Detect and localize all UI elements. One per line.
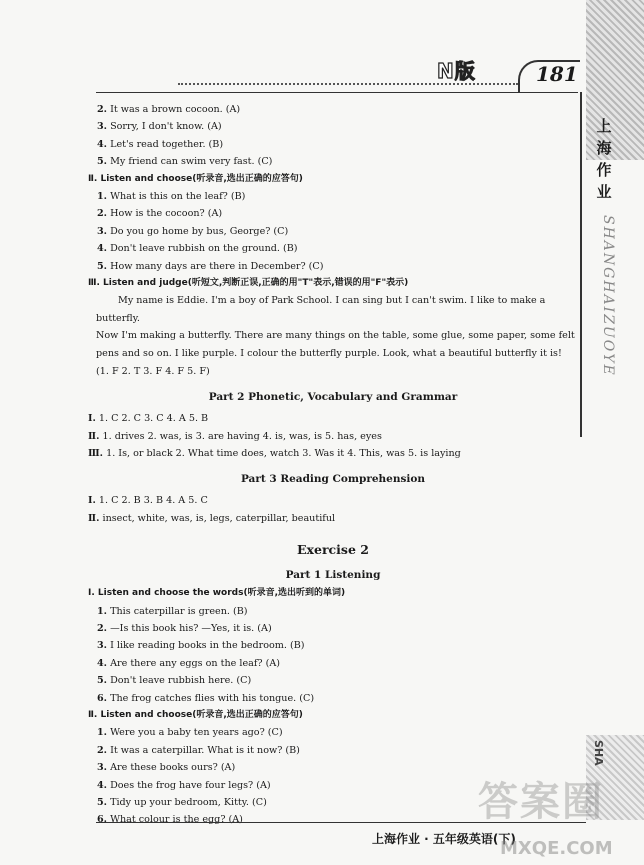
watermark-site: MXQE.COM bbox=[500, 838, 613, 859]
item-number: 5. bbox=[97, 156, 108, 168]
item-text: Don't leave rubbish here. (C) bbox=[110, 675, 252, 687]
section-heading: Ⅱ. Listen and choose(听录音,选出正确的应答句) bbox=[88, 173, 303, 184]
answer-text: 1. drives 2. was, is 3. are having 4. is, was, is 5. has, eyes bbox=[102, 430, 382, 442]
side-title-en: SHANGHAIZUOYE bbox=[600, 215, 616, 377]
answer-line bbox=[88, 492, 578, 509]
section-heading: Ⅱ. Listen and choose(听录音,选出正确的应答句) bbox=[88, 709, 303, 720]
edition-badge: N版 bbox=[437, 59, 476, 83]
page-number: 181 bbox=[536, 62, 578, 86]
answer-text: insect, white, was, is, legs, caterpillar, beautiful bbox=[102, 512, 336, 524]
answer-line bbox=[88, 655, 578, 672]
part2-answers bbox=[88, 410, 578, 462]
section2-answers bbox=[88, 188, 578, 275]
side-title-char: 业 bbox=[596, 183, 612, 201]
answer-line bbox=[88, 153, 578, 170]
section-numeral: Ⅱ. bbox=[88, 512, 100, 524]
part-title: Part 1 Listening bbox=[285, 569, 381, 582]
section-numeral: Ⅰ. bbox=[88, 495, 96, 507]
answer-line bbox=[88, 188, 578, 205]
answer-line bbox=[88, 428, 578, 445]
passage-line: My name is Eddie. I'm a boy of Park School. I can sing but I can't swim. I like to make a butterfly. bbox=[96, 295, 546, 324]
item-number: 4. bbox=[97, 657, 108, 669]
watermark: 答案圈 bbox=[478, 779, 604, 825]
part-title: Part 2 Phonetic, Vocabulary and Grammar bbox=[208, 391, 458, 404]
item-number: 2. bbox=[97, 208, 108, 220]
answer-line bbox=[88, 410, 578, 427]
header-rule bbox=[96, 92, 578, 93]
answer-line bbox=[88, 101, 578, 118]
section-numeral: Ⅲ. bbox=[88, 448, 104, 460]
item-text: Does the frog have four legs? (A) bbox=[110, 779, 271, 791]
item-number: 5. bbox=[97, 260, 108, 272]
item-text: Tidy up your bedroom, Kitty. (C) bbox=[110, 796, 267, 808]
exercise-section1-answers bbox=[88, 603, 578, 707]
footer-rule bbox=[96, 822, 586, 823]
item-number: 5. bbox=[97, 796, 108, 808]
answer-line bbox=[88, 724, 578, 741]
answer-text: 1. Is, or black 2. What time does, watch 3. Was it 4. This, was 5. is laying bbox=[106, 448, 461, 460]
item-number: 3. bbox=[97, 762, 108, 774]
item-number: 5. bbox=[97, 675, 108, 687]
item-number: 3. bbox=[97, 121, 108, 133]
item-number: 2. bbox=[97, 744, 108, 756]
section1-answers bbox=[88, 101, 578, 171]
side-title-cn bbox=[594, 115, 614, 203]
item-text: Don't leave rubbish on the ground. (B) bbox=[110, 243, 298, 255]
item-number: 4. bbox=[97, 138, 108, 150]
item-text: How many days are there in December? (C) bbox=[110, 260, 324, 272]
item-number: 1. bbox=[97, 727, 108, 739]
item-text: It was a brown cocoon. (A) bbox=[110, 104, 241, 115]
answer-line bbox=[88, 672, 578, 689]
answer-line bbox=[88, 223, 578, 240]
section-heading: Ⅲ. Listen and judge(听短文,判断正误,正确的用"T"表示,错误的用"F"表示) bbox=[88, 277, 409, 288]
item-number: 1. bbox=[97, 605, 108, 617]
answer-line bbox=[88, 620, 578, 637]
item-number: 2. bbox=[97, 104, 108, 115]
side-title-char: 作 bbox=[596, 161, 612, 179]
side-rule bbox=[580, 92, 582, 437]
exercise-title: Exercise 2 bbox=[297, 542, 369, 558]
item-text: How is the cocoon? (A) bbox=[110, 208, 223, 220]
answer-content bbox=[88, 101, 578, 829]
item-number: 3. bbox=[97, 225, 108, 237]
side-title-char: 海 bbox=[596, 139, 612, 157]
passage-line: pens and so on. I like purple. I colour the butterfly purple. Look, what a beautiful butterfly it is! bbox=[96, 348, 562, 360]
passage-line: Now I'm making a butterfly. There are many things on the table, some glue, some paper, some felt bbox=[96, 330, 575, 342]
answer-line bbox=[88, 637, 578, 654]
item-text: Sorry, I don't know. (A) bbox=[110, 121, 222, 133]
answer-line bbox=[88, 240, 578, 257]
answer-text: 1. C 2. C 3. C 4. A 5. B bbox=[98, 413, 209, 425]
item-text: Were you a baby ten years ago? (C) bbox=[110, 727, 283, 739]
side-title-en-short: SHA bbox=[592, 740, 605, 766]
section-numeral: Ⅱ. bbox=[88, 430, 100, 442]
part3-answers bbox=[88, 492, 578, 527]
side-title-char: 上 bbox=[596, 117, 612, 135]
answer-line bbox=[88, 258, 578, 275]
item-text: What colour is the egg? (A) bbox=[110, 814, 243, 826]
footer-title: 上海作业 · 五年级英语(下) bbox=[372, 832, 516, 846]
item-text: Are there any eggs on the leaf? (A) bbox=[110, 657, 281, 669]
answer-line bbox=[88, 603, 578, 620]
part-title: Part 3 Reading Comprehension bbox=[240, 473, 426, 486]
item-text: My friend can swim very fast. (C) bbox=[110, 156, 273, 168]
answer-line bbox=[88, 205, 578, 222]
item-text: I like reading books in the bedroom. (B) bbox=[110, 640, 305, 652]
item-number: 3. bbox=[97, 640, 108, 652]
item-text: Do you go home by bus, George? (C) bbox=[110, 225, 289, 237]
item-number: 6. bbox=[97, 692, 108, 704]
item-number: 1. bbox=[97, 190, 108, 202]
item-text: It was a caterpillar. What is it now? (B) bbox=[110, 744, 300, 756]
answer-line bbox=[88, 742, 578, 759]
answer-line bbox=[88, 690, 578, 707]
answer-line bbox=[88, 136, 578, 153]
passage-answers: (1. F 2. T 3. F 4. F 5. F) bbox=[96, 365, 210, 377]
item-text: Let's read together. (B) bbox=[110, 138, 224, 150]
item-number: 4. bbox=[97, 779, 108, 791]
answer-line bbox=[88, 445, 578, 462]
answer-line bbox=[88, 118, 578, 135]
item-text: This caterpillar is green. (B) bbox=[110, 605, 248, 617]
answer-line bbox=[88, 510, 578, 527]
item-text: What is this on the leaf? (B) bbox=[110, 190, 246, 202]
item-text: The frog catches flies with his tongue. (C) bbox=[110, 692, 315, 704]
answer-text: 1. C 2. B 3. B 4. A 5. C bbox=[98, 495, 208, 507]
section-numeral: Ⅰ. bbox=[88, 413, 96, 425]
item-text: —Is this book his? —Yes, it is. (A) bbox=[110, 623, 272, 634]
item-number: 2. bbox=[97, 623, 108, 634]
item-number: 4. bbox=[97, 243, 108, 255]
section-heading: Ⅰ. Listen and choose the words(听录音,选出听到的单词) bbox=[88, 588, 346, 599]
item-text: Are these books ours? (A) bbox=[110, 762, 236, 774]
item-number: 6. bbox=[97, 814, 108, 826]
